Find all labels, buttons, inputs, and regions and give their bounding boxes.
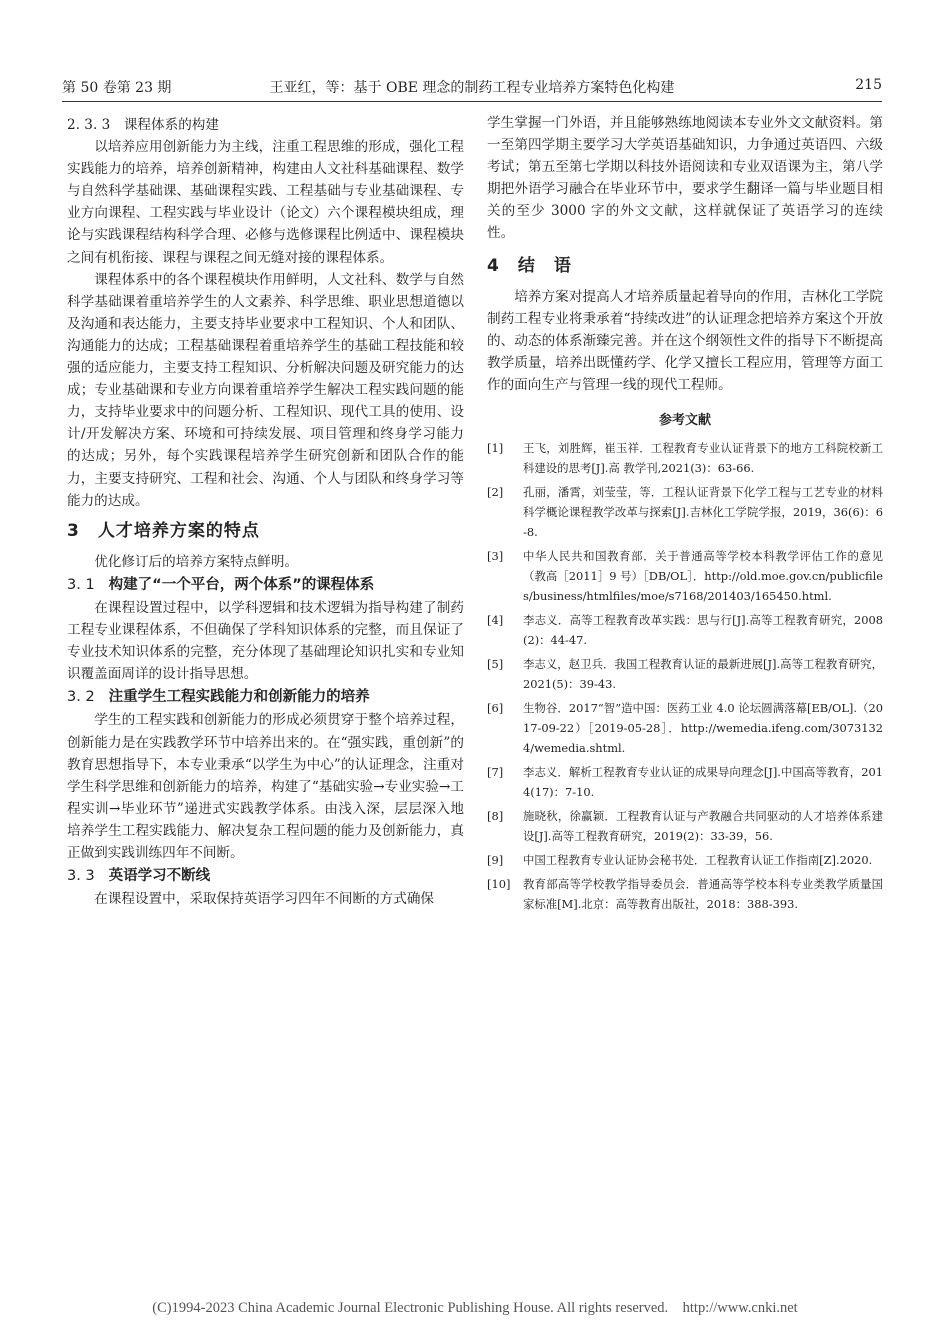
section-4-heading <box>487 255 883 277</box>
reference-number: [9] <box>487 853 504 868</box>
subsection-title: 构建了“一个平台，两个体系”的课程体系 <box>108 576 375 593</box>
paragraph: 在课程设置中，采取保持英语学习四年不间断的方式确保 <box>94 891 435 908</box>
paragraph: 学生掌握一门外语，并且能够熟练地阅读本专业外文文献资料。第一至第四学期主要学习大学英语基础知识，力争通过英语四、六级考试；第五至第七学期以科技外语阅读和专业双语课为主，第八学期把外语学习融合在毕业环节中，要求学生翻译一篇与毕业题目相关的至少 3000 字的外文文献，这样就保证了英语学习的连续性。 <box>487 115 883 242</box>
reference-number: [4] <box>487 613 504 628</box>
page-header <box>62 75 882 102</box>
references-list <box>487 438 883 914</box>
reference-number: [2] <box>487 485 504 500</box>
reference-number: [7] <box>487 765 504 780</box>
reference-text: 李志义，赵卫兵．我国工程教育认证的最新进展[J].高等工程教育研究，2021(5)：39-43. <box>523 657 883 692</box>
reference-number: [8] <box>487 809 504 824</box>
reference-item <box>487 874 883 914</box>
reference-number: [5] <box>487 657 504 672</box>
section-title: 结 语 <box>517 255 572 276</box>
journal-issue: 第 50 卷第 23 期 <box>62 80 172 96</box>
paragraph: 优化修订后的培养方案特点鲜明。 <box>94 553 299 570</box>
subsection-3-1-heading <box>67 574 464 596</box>
section-title: 人才培养方案的特点 <box>97 520 260 541</box>
subsection-number: 3. 3 <box>67 868 95 885</box>
subsection-number: 3. 2 <box>67 689 95 706</box>
subsection-title: 注重学生工程实践能力和创新能力的培养 <box>108 689 370 706</box>
reference-text: 教育部高等学校教学指导委员会．普通高等学校本科专业类教学质量国家标准[M].北京：高等教育出版社，2018：388-393. <box>523 877 883 912</box>
paragraph: 在课程设置过程中，以学科逻辑和技术逻辑为指导构建了制药工程专业课程体系，不但确保了学科知识体系的完整，而且保证了专业技术知识体系的完整，充分体现了基础理论知识扎实和专业知识覆盖面周详的设计指导思想。 <box>67 599 464 683</box>
paragraph: 课程体系中的各个课程模块作用鲜明，人文社科、数学与自然科学基础课着重培养学生的人文素养、科学思维、职业思想道德以及沟通和表达能力，主要支持毕业要求中工程知识、个人和团队、沟通能力的达成；工程基础课程着重培养学生的基础工程技能和较强的适应能力，主要支持工程知识、分析解决问题及研究能力的达成；专业基础课和专业方向课着重培养学生解决工程实践问题的能力，支持毕业要求中的问题分析、工程知识、现代工具的使用、设计/开发解决方案、环境和可持续发展、项目管理和终身学习能力的达成；另外，每个实践课程培养学生研究创新和团队合作的能力，主要支持研究、工程和社会、沟通、个人与团队和终身学习等能力的达成。 <box>67 271 464 509</box>
running-title: 王亚红，等：基于 OBE 理念的制药工程专业培养方案特色化构建 <box>269 80 675 96</box>
paragraph: 培养方案对提高人才培养质量起着导向的作用，吉林化工学院制药工程专业将秉承着“持续改进”的认证理念把培养方案这个开放的、动态的体系渐臻完善。并在这个纲领性文件的指导下不断提高教学质量，培养出既懂药学、化学又擅长工程应用，管理等方面工作的面向生产与管理一线的现代工程师。 <box>487 288 883 394</box>
reference-item <box>487 850 883 870</box>
section-number: 3 <box>67 520 80 541</box>
reference-text: 王飞，刘胜辉，崔玉祥．工程教育专业认证背景下的地方工科院校新工科建设的思考[J].高 教学刊,2021(3)：63-66. <box>523 441 883 476</box>
page-number: 215 <box>855 77 882 93</box>
subsection-number: 3. 1 <box>67 576 95 593</box>
copyright-footer: (C)1994-2023 China Academic Journal Electronic Publishing House. All rights reserved. http://www.cnki.net <box>152 1300 798 1316</box>
reference-item <box>487 546 883 606</box>
reference-item <box>487 654 883 694</box>
reference-item <box>487 806 883 846</box>
subsection-2-3-3-title: 2. 3. 3 课程体系的构建 <box>67 117 219 133</box>
reference-text: 施晓秋，徐赢颖．工程教育认证与产教融合共同驱动的人才培养体系建设[J].高等工程教育研究，2019(2)：33-39，56. <box>523 809 883 844</box>
reference-text: 孔丽，潘霄，刘莹莹，等．工程认证背景下化学工程与工艺专业的材料科学概论课程教学改革与探索[J].吉林化工学院学报，2019，36(6)：6-8. <box>523 485 883 540</box>
reference-number: [3] <box>487 549 504 564</box>
reference-number: [6] <box>487 701 504 716</box>
reference-item <box>487 610 883 650</box>
reference-text: 李志义．高等工程教育改革实践：思与行[J].高等工程教育研究，2008(2)：44-47. <box>523 613 883 648</box>
reference-text: 李志义．解析工程教育专业认证的成果导向理念[J].中国高等教育，2014(17)：7-10. <box>523 765 883 800</box>
reference-number: [10] <box>487 877 511 892</box>
section-number: 4 <box>487 255 500 276</box>
reference-item <box>487 762 883 802</box>
section-3-heading <box>67 520 464 542</box>
left-column <box>67 112 464 910</box>
references-title: 参考文献 <box>658 413 711 429</box>
reference-number: [1] <box>487 441 504 456</box>
reference-text: 中国工程教育专业认证协会秘书处．工程教育认证工作指南[Z].2020. <box>523 853 873 868</box>
right-column <box>487 112 883 918</box>
subsection-3-3-heading <box>67 865 464 887</box>
reference-item <box>487 482 883 542</box>
reference-text: 中华人民共和国教育部．关于普通高等学校本科教学评估工作的意见（教高［2011］9 号）［DB/OL］．http://old.moe.gov.cn/publicfiles/business/htmlfiles/moe/s7168/201403/165450.html. <box>523 549 883 604</box>
paragraph: 以培养应用创新能力为主线，注重工程思维的形成，强化工程实践能力的培养，培养创新精神，构建由人文社科基础课程、数学与自然科学基础课、基础课程实践、工程基础与专业基础课程、专业方向课程、工程实践与毕业设计（论文）六个课程模块组成，理论与实践课程结构科学合理、必修与选修课程比例适中、课程模块之间有机衔接、课程与课程之间无缝对接的课程体系。 <box>67 139 464 266</box>
reference-text: 生物谷．2017“智”造中国：医药工业 4.0 论坛圆满落幕[EB/OL].（2017-09-22）［2019-05-28］．http://wemedia.ifeng.com/30731324/wemedia.shtml. <box>523 701 883 756</box>
reference-item <box>487 698 883 758</box>
subsection-title: 英语学习不断线 <box>108 868 211 885</box>
paragraph: 学生的工程实践和创新能力的形成必须贯穿于整个培养过程，创新能力是在实践教学环节中培养出来的。在“强实践，重创新”的教育思想指导下，本专业秉承“以学生为中心”的认证理念，注重对学生科学思维和创新能力的培养，构建了“基础实验→专业实验→工程实训→毕业环节”递进式实践教学体系。由浅入深，层层深入地培养学生工程实践能力、解决复杂工程问题的能力及创新能力，真正做到实践训练四年不间断。 <box>67 712 464 861</box>
reference-item <box>487 438 883 478</box>
subsection-3-2-heading <box>67 686 464 708</box>
